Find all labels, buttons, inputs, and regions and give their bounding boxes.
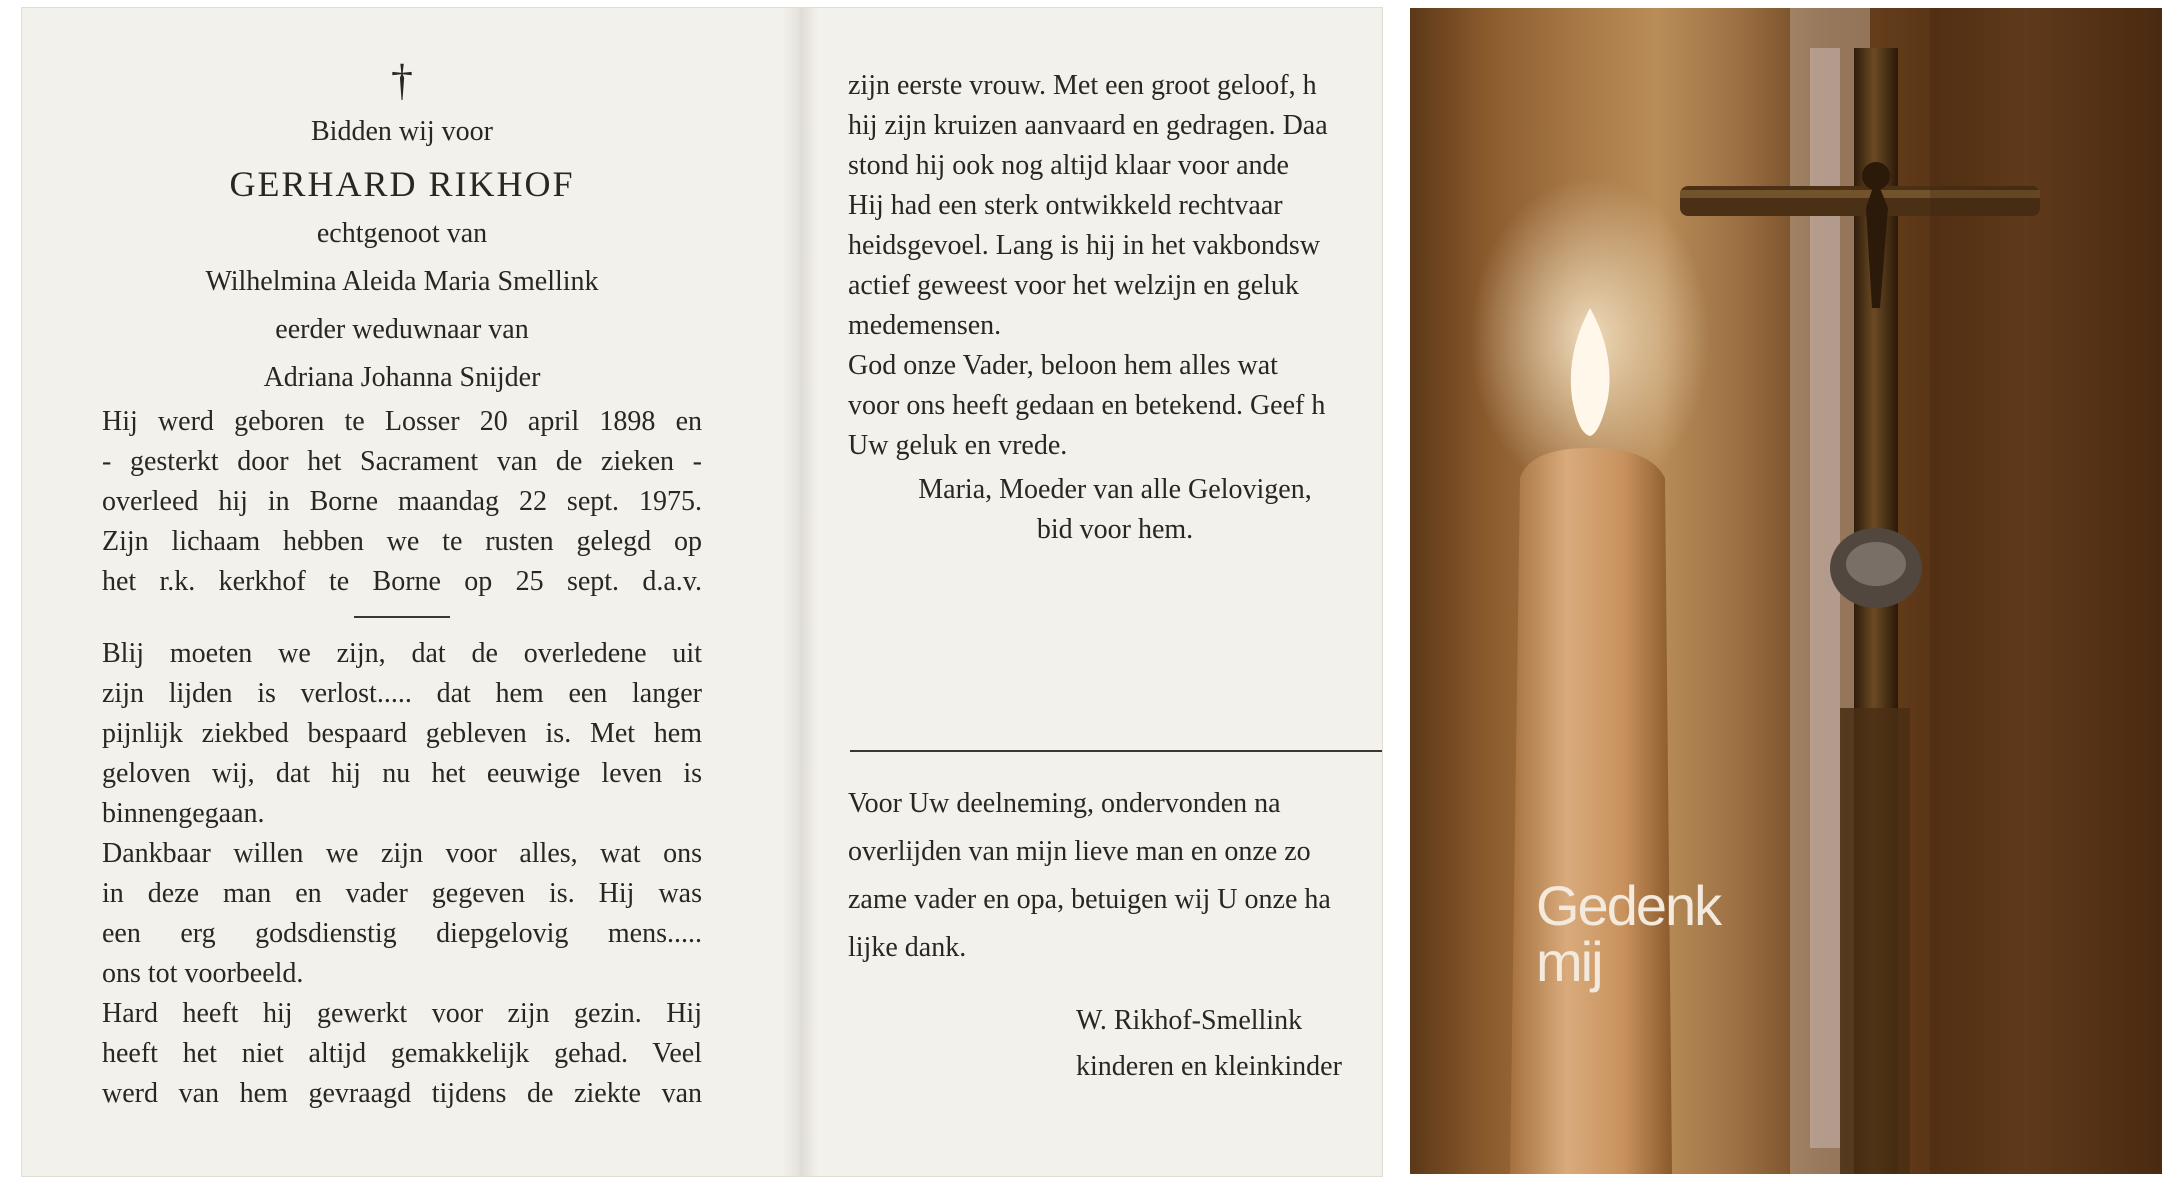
text-block [102,634,702,1114]
bio-line: Zijn lichaam hebben we te rusten gelegd op [102,526,702,557]
text-line: zijn eerste vrouw. Met een groot geloof, h [848,70,1317,101]
left-panel [102,8,702,1176]
cover-photo [1410,8,2162,1174]
text-line: voor ons heeft gedaan en betekend. Geef h [848,390,1326,421]
candle [1510,448,1672,1174]
text-line: actief geweest voor het welzijn en geluk [848,270,1299,301]
card-fold [782,8,818,1176]
bio-block [102,402,702,602]
text-line: Hard heeft hij gewerkt voor zijn gezin. Hij [102,998,702,1029]
former-spouse-name: Adriana Johanna Snijder [263,362,541,393]
text-line: hij zijn kruizen aanvaard en gedragen. Daa [848,110,1328,141]
thanks-line: overlijden van mijn lieve man en onze zo [848,836,1311,867]
right-panel [848,8,1382,1176]
former-label: eerder weduwnaar van [275,314,529,345]
corpus-head [1862,162,1890,190]
caption-line: mij [1536,930,1602,993]
divider-long [850,750,1382,752]
text-line: in deze man en vader gegeven is. Hij was [102,878,702,909]
caption-line: Gedenk [1536,874,1721,937]
text-line: werd van hem gevraagd tijdens de ziekte van [102,1078,702,1109]
shadow [1930,8,2162,1174]
spouse-name: Wilhelmina Aleida Maria Smellink [205,266,599,297]
text-line: pijnlijk ziekbed bespaard gebleven is. Met hem [102,718,702,749]
text-line: zijn lijden is verlost..... dat hem een langer [102,678,702,709]
candle-crucifix-illustration [1410,8,2162,1174]
signature-line: kinderen en kleinkinder [1076,1051,1342,1082]
text-line: Dankbaar willen we zijn voor alles, wat ons [102,838,702,869]
thanks-line: lijke dank. [848,932,967,963]
text-line: heidsgevoel. Lang is hij in het vakbondsw [848,230,1321,261]
bio-line: - gesterkt door het Sacrament van de zieken - [102,446,702,477]
thanks-line: zame vader en opa, betuigen wij U onze ha [848,884,1331,915]
bio-line: overleed hij in Borne maandag 22 sept. 1975. [102,486,702,517]
spouse-label: echtgenoot van [316,218,488,249]
bio-line: Hij werd geboren te Losser 20 april 1898 en [102,406,702,437]
continued-text [848,66,1382,466]
divider [354,616,450,618]
intro-line: Bidden wij voor [311,116,493,147]
signature-block [848,998,1382,1090]
text-line: binnengegaan. [102,798,265,829]
text-line: Hij had een sterk ontwikkeld rechtvaar [848,190,1283,221]
thanks-block [848,780,1382,972]
text-line: stond hij ook nog altijd klaar voor ande [848,150,1289,181]
memorial-card [22,8,1382,1176]
bio-line: het r.k. kerkhof te Borne op 25 sept. d.a.v. [102,566,702,597]
text-line: God onze Vader, beloon hem alles wat [848,350,1278,381]
signature-line: W. Rikhof-Smellink [1076,1005,1303,1036]
prayer [848,470,1382,550]
crucifix-knot-highlight [1846,542,1906,586]
photo-caption [1536,874,1721,993]
text-line: heeft het niet altijd gemakkelijk gehad. Veel [102,1038,702,1069]
prayer-line: bid voor hem. [1036,514,1194,545]
text-line: Uw geluk en vrede. [848,430,1068,461]
text-line: ons tot voorbeeld. [102,958,304,989]
text-line: geloven wij, dat hij nu het eeuwige leven is [102,758,702,789]
thanks-line: Voor Uw deelneming, ondervonden na [848,788,1281,819]
text-line: medemensen. [848,310,1002,341]
prayer-line: Maria, Moeder van alle Gelovigen, [918,474,1312,505]
text-line: een erg godsdienstig diepgelovig mens..... [102,918,702,949]
deceased-name: GERHARD RIKHOF [229,164,575,204]
cross-symbol: † [391,56,413,105]
crucifix-base [1840,708,1910,1174]
text-line: Blij moeten we zijn, dat de overledene uit [102,638,702,669]
